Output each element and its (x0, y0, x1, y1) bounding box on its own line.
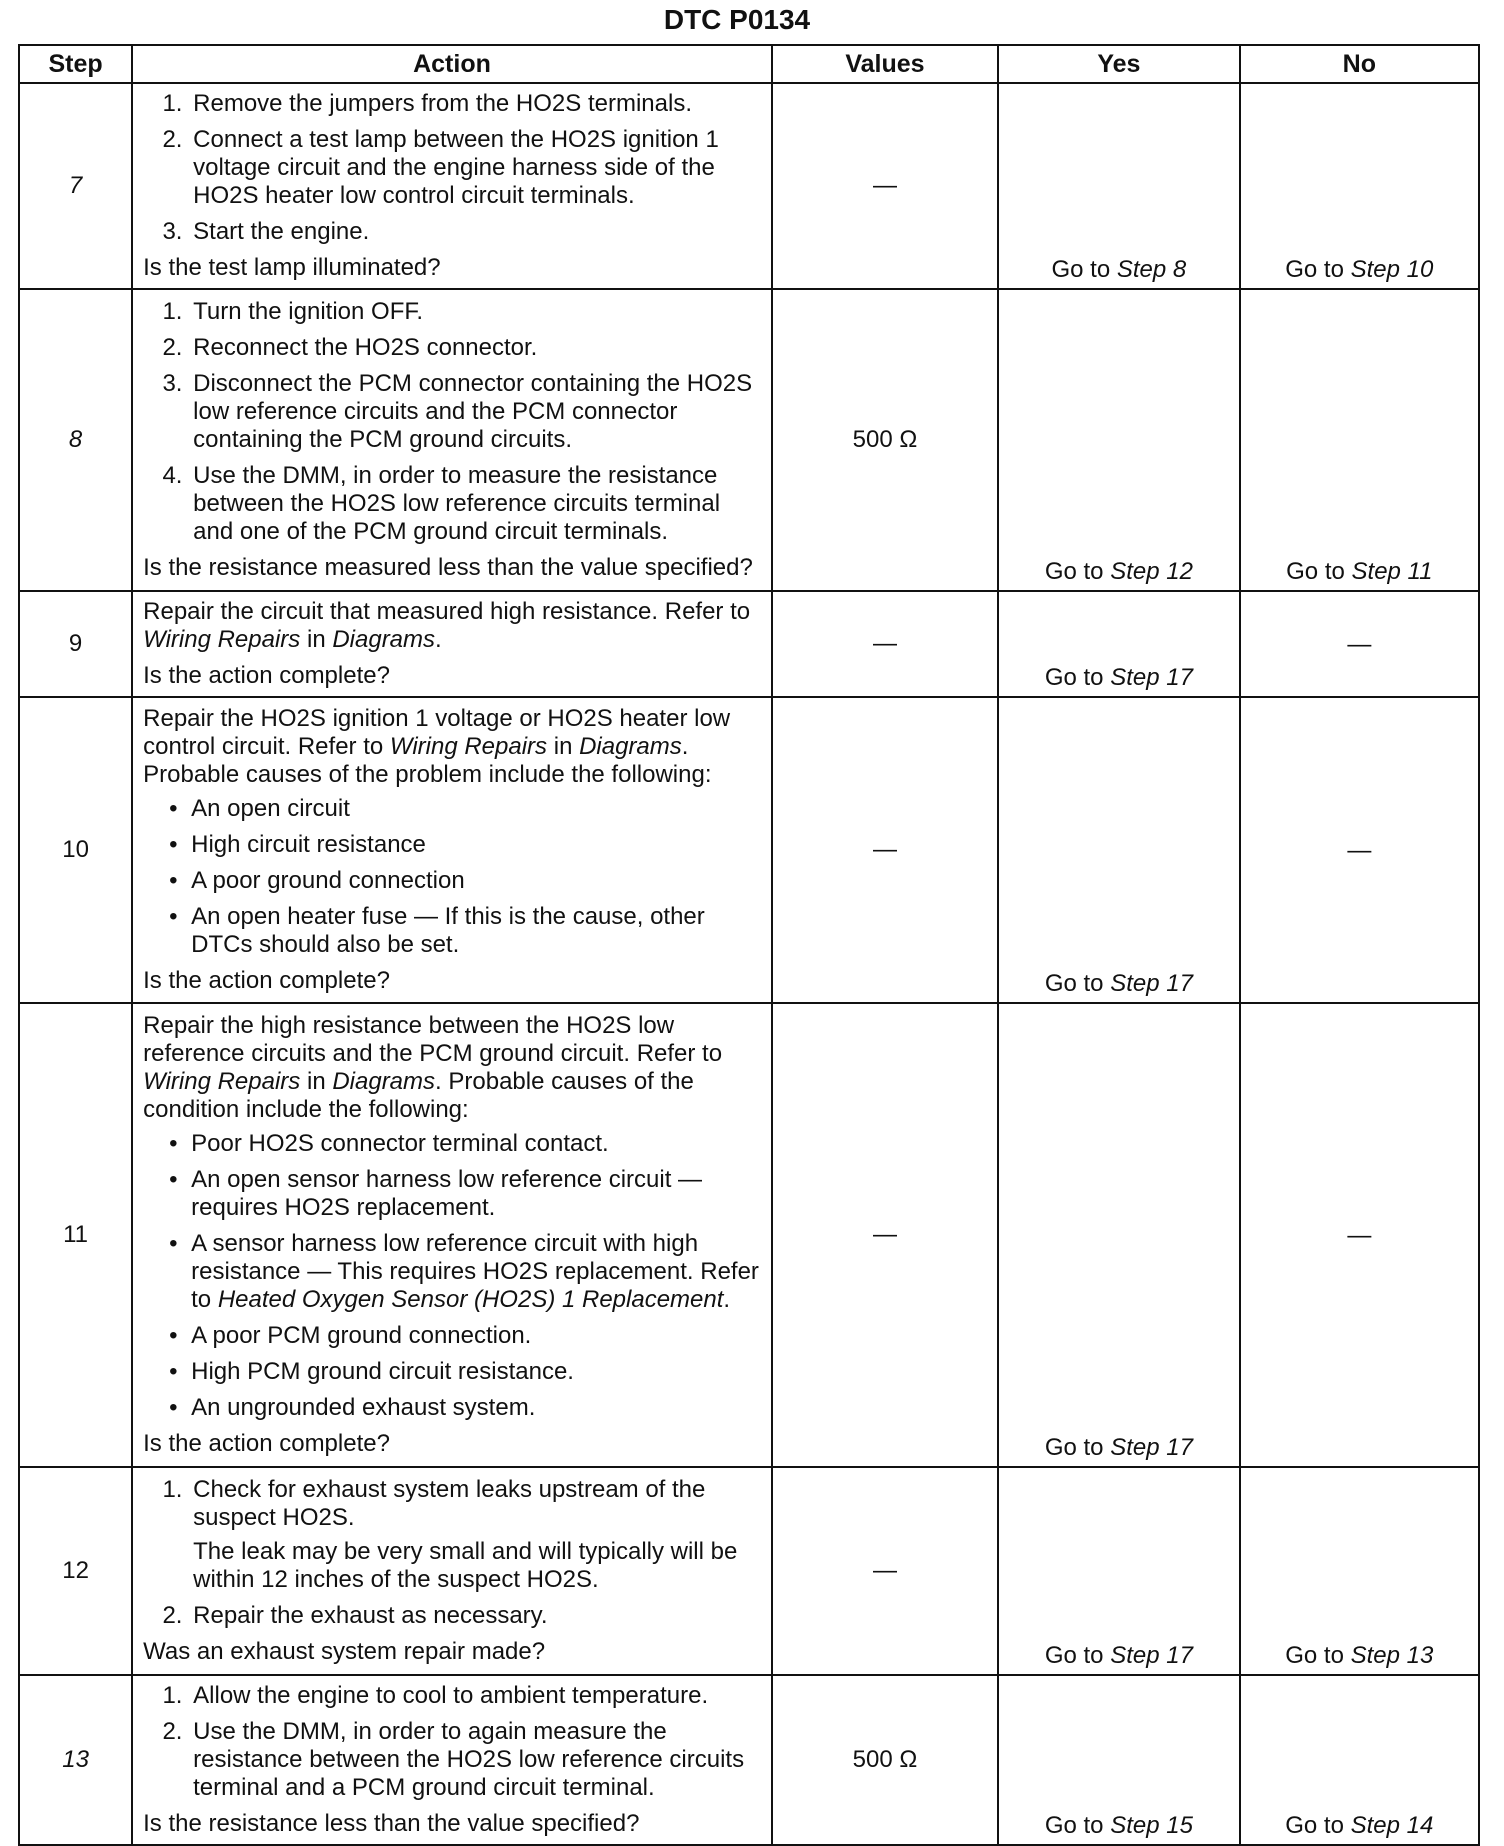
table-row-step-12 (19, 1467, 1479, 1675)
no-cell: — (1240, 697, 1479, 1003)
intro-text: in (547, 732, 580, 760)
action-item: 2. Reconnect the HO2S connector. (189, 334, 763, 362)
action-question: Is the test lamp illuminated? (143, 253, 441, 281)
goto-prefix: Go to (1044, 1812, 1111, 1839)
goto-prefix: Go to (1044, 970, 1111, 997)
action-question: Is the action complete? (143, 1429, 390, 1457)
goto-prefix: Go to (1044, 558, 1111, 585)
column-header-yes: Yes (998, 45, 1240, 83)
yes-step-ref: Step 8 (1116, 256, 1187, 283)
dtc-table (18, 44, 1480, 1846)
cause-bullet: • An open sensor harness low reference circuit — requires HO2S replacement. (191, 1166, 763, 1222)
step-number: 9 (19, 591, 132, 697)
reference-link: Diagrams (332, 625, 436, 653)
value-cell: 500 Ω (772, 1675, 998, 1845)
intro-text: in (300, 625, 333, 653)
goto-prefix: Go to (1044, 1642, 1111, 1669)
yes-step-ref: Step 17 (1110, 1642, 1193, 1669)
reference-link: Wiring Repairs (389, 732, 548, 760)
action-item: 3. Disconnect the PCM connector containing the HO2S low reference circuits and the PCM connector containing the PCM ground circuits. (189, 370, 763, 454)
yes-step-ref: Step 17 (1110, 664, 1193, 691)
no-cell (1240, 289, 1479, 591)
table-row-step-11 (19, 1003, 1479, 1467)
intro-text: . (435, 625, 442, 653)
intro-text: Repair the high resistance between the HO2S low reference circuits and the PCM ground circuit. Refer to (143, 1011, 723, 1067)
no-cell (1240, 83, 1479, 289)
no-step-ref: Step 10 (1350, 256, 1434, 283)
yes-cell (998, 289, 1240, 591)
table-row-step-10 (19, 697, 1479, 1003)
intro-text: Repair the HO2S ignition 1 voltage or HO2S heater low control circuit. Refer to (143, 704, 731, 760)
cause-bullet: • High PCM ground circuit resistance. (191, 1358, 763, 1386)
cause-bullet: • High circuit resistance (191, 831, 763, 859)
step-number: 11 (19, 1003, 132, 1467)
bullet-text: A sensor harness low reference circuit with high resistance — This requires HO2S replacement. Refer to (191, 1229, 759, 1313)
action-intro (143, 705, 763, 789)
column-header-values: Values (772, 45, 998, 83)
action-item: 2. Use the DMM, in order to again measure the resistance between the HO2S low reference circuits terminal and a PCM ground circuit terminal. (189, 1718, 763, 1802)
goto-prefix: Go to (1051, 256, 1117, 283)
no-step-ref: Step 11 (1351, 558, 1433, 585)
cause-bullet: • Poor HO2S connector terminal contact. (191, 1130, 763, 1158)
cause-bullet: • A poor PCM ground connection. (191, 1322, 763, 1350)
action-cell (132, 83, 772, 289)
action-item: 1. Remove the jumpers from the HO2S terminals. (189, 90, 763, 118)
action-item: 3. Start the engine. (189, 218, 763, 246)
reference-link: Heated Oxygen Sensor (HO2S) 1 Replacement (217, 1285, 724, 1313)
no-cell (1240, 1467, 1479, 1675)
action-item: 1. Turn the ignition OFF. (189, 298, 763, 326)
cause-bullet: • An ungrounded exhaust system. (191, 1394, 763, 1422)
action-question: Was an exhaust system repair made? (143, 1637, 546, 1665)
step-number: 12 (19, 1467, 132, 1675)
action-item: 4. Use the DMM, in order to measure the resistance between the HO2S low reference circuits terminal and one of the PCM ground circuit terminals. (189, 462, 763, 546)
intro-text: in (300, 1067, 333, 1095)
action-item: 2. Connect a test lamp between the HO2S ignition 1 voltage circuit and the engine harness side of the HO2S heater low control circuit terminals. (189, 126, 763, 210)
goto-prefix: Go to (1285, 1642, 1351, 1669)
table-row-step-7 (19, 83, 1479, 289)
goto-prefix: Go to (1044, 664, 1111, 691)
action-item-text: Check for exhaust system leaks upstream of the suspect HO2S. (193, 1475, 706, 1531)
action-cell (132, 1675, 772, 1845)
yes-cell (998, 83, 1240, 289)
action-cell (132, 289, 772, 591)
yes-cell (998, 697, 1240, 1003)
step-number: 10 (19, 697, 132, 1003)
value-cell: — (772, 591, 998, 697)
action-item: 1. Allow the engine to cool to ambient temperature. (189, 1682, 763, 1710)
bullet-text: . (723, 1285, 731, 1313)
action-intro (143, 1012, 763, 1124)
action-item (189, 1476, 763, 1594)
action-intro (143, 598, 763, 654)
yes-cell (998, 1003, 1240, 1467)
value-cell: — (772, 83, 998, 289)
yes-step-ref: Step 12 (1110, 558, 1193, 585)
reference-link: Wiring Repairs (143, 1067, 301, 1095)
action-question: Is the action complete? (143, 661, 390, 689)
page-title-text: DTC P0134 (663, 4, 811, 35)
intro-text: . Probable causes of the condition include the following: (143, 1067, 694, 1123)
value-cell: — (772, 1467, 998, 1675)
column-header-action: Action (132, 45, 772, 83)
no-step-ref: Step 14 (1350, 1812, 1434, 1839)
table-row-step-8 (19, 289, 1479, 591)
value-cell: — (772, 697, 998, 1003)
table-row-step-13 (19, 1675, 1479, 1845)
value-cell: 500 Ω (772, 289, 998, 591)
no-cell (1240, 1675, 1479, 1845)
reference-link: Wiring Repairs (143, 625, 301, 653)
goto-prefix: Go to (1286, 558, 1352, 585)
no-cell: — (1240, 591, 1479, 697)
action-cell (132, 1003, 772, 1467)
action-item: 2. Repair the exhaust as necessary. (189, 1602, 763, 1630)
yes-step-ref: Step 17 (1110, 1434, 1193, 1461)
step-number: 7 (19, 83, 132, 289)
yes-step-ref: Step 15 (1110, 1812, 1193, 1839)
intro-text: Repair the circuit that measured high resistance. Refer to (143, 597, 751, 625)
action-cell (132, 591, 772, 697)
no-step-ref: Step 13 (1350, 1642, 1434, 1669)
action-cell (132, 697, 772, 1003)
yes-cell (998, 1467, 1240, 1675)
yes-step-ref: Step 17 (1110, 970, 1193, 997)
goto-prefix: Go to (1285, 256, 1351, 283)
reference-link: Diagrams (332, 1067, 436, 1095)
step-number: 8 (19, 289, 132, 591)
goto-prefix: Go to (1285, 1812, 1351, 1839)
reference-link: Diagrams (579, 732, 682, 760)
value-cell: — (772, 1003, 998, 1467)
action-question: Is the resistance measured less than the value specified? (143, 553, 753, 581)
action-question: Is the action complete? (143, 966, 390, 994)
column-header-step: Step (19, 45, 132, 83)
action-cell (132, 1467, 772, 1675)
table-row-step-9 (19, 591, 1479, 697)
action-question: Is the resistance less than the value specified? (143, 1809, 640, 1837)
yes-cell (998, 591, 1240, 697)
cause-bullet: • An open circuit (191, 795, 763, 823)
step-number: 13 (19, 1675, 132, 1845)
page-title (0, 2, 1504, 38)
action-item-note: The leak may be very small and will typically will be within 12 inches of the suspect HO2S. (193, 1537, 738, 1593)
cause-bullet: • An open heater fuse — If this is the cause, other DTCs should also be set. (191, 903, 763, 959)
cause-bullet (191, 1230, 763, 1314)
cause-bullet: • A poor ground connection (191, 867, 763, 895)
goto-prefix: Go to (1044, 1434, 1111, 1461)
no-cell: — (1240, 1003, 1479, 1467)
intro-text: . Probable causes of the problem include the following: (143, 732, 712, 788)
yes-cell (998, 1675, 1240, 1845)
column-header-no: No (1240, 45, 1479, 83)
table-header-row (19, 45, 1479, 83)
